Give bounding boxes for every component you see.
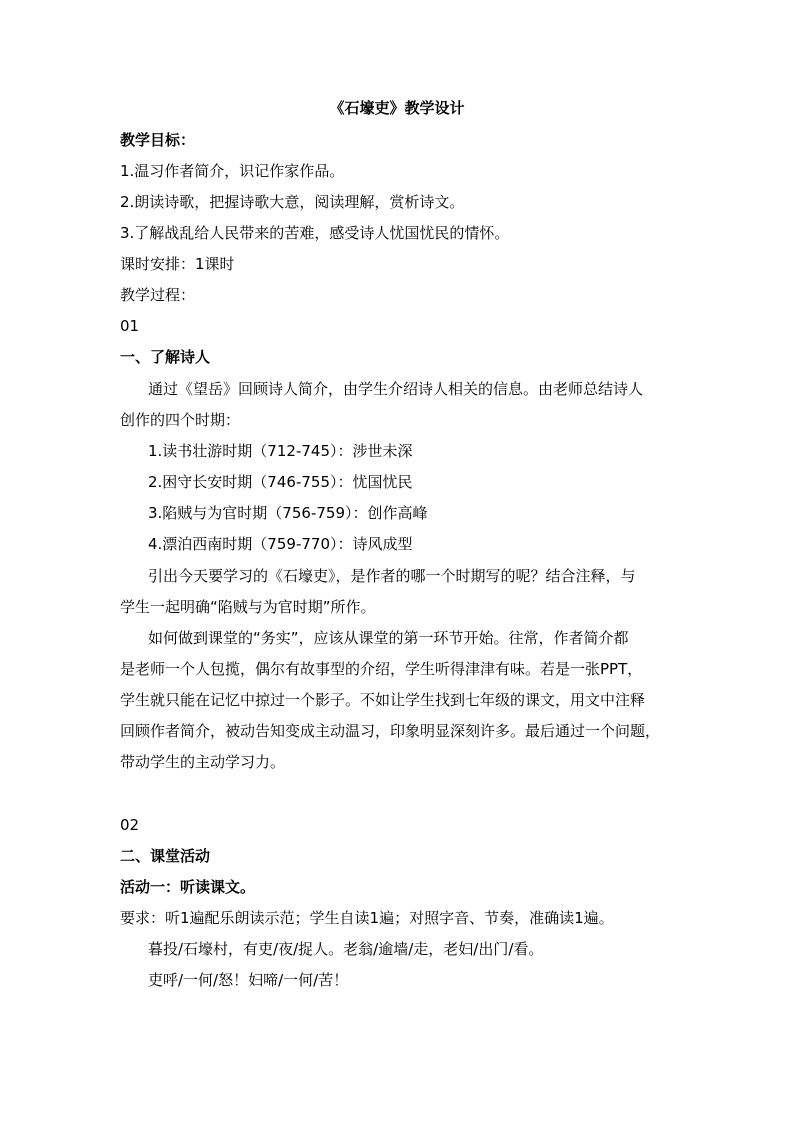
objective-item: 2.朗读诗歌，把握诗歌大意，阅读理解，赏析诗文。 (120, 193, 465, 211)
schedule-text: 课时安排：1课时 (120, 255, 235, 273)
paragraph-line: 通过《望岳》回顾诗人简介，由学生介绍诗人相关的信息。由老师总结诗人 (148, 380, 644, 398)
paragraph-line: 带动学生的主动学习力。 (120, 753, 286, 771)
paragraph-line: 创作的四个时期： (120, 411, 241, 429)
process-heading: 教学过程： (120, 286, 196, 304)
requirement-text: 要求：听1遍配乐朗读示范；学生自读1遍；对照字音、节奏，准确读1遍。 (120, 909, 614, 927)
period-item: 2.困守长安时期（746-755）：忧国忧民 (148, 473, 413, 491)
period-item: 3.陷贼与为官时期（756-759）：创作高峰 (148, 504, 428, 522)
document-title: 《石壕吏》教学设计 (329, 99, 465, 117)
paragraph-line: 如何做到课堂的“务实”，应该从课堂的第一环节开始。往常，作者简介都 (148, 629, 629, 647)
section-heading: 一、了解诗人 (120, 348, 211, 366)
period-item: 1.读书壮游时期（712-745）：涉世未深 (148, 442, 413, 460)
paragraph-line: 学生就只能在记忆中掠过一个影子。不如让学生找到七年级的课文，用文中注释 (120, 691, 646, 709)
verse-line: 暮投/石壕村，有吏/夜/捉人。老翁/逾墙/走，老妇/出门/看。 (148, 940, 544, 958)
section-number: 01 (120, 317, 140, 335)
objective-item: 3.了解战乱给人民带来的苦难，感受诗人忧国忧民的情怀。 (120, 224, 510, 242)
section-heading: 二、课堂活动 (120, 847, 211, 865)
period-item: 4.漂泊西南时期（759-770）：诗风成型 (148, 535, 413, 553)
objective-item: 1.温习作者简介，识记作家作品。 (120, 162, 345, 180)
verse-line: 吏呼/一何/怒！妇啼/一何/苦！ (148, 971, 349, 989)
paragraph-line: 引出今天要学习的《石壕吏》，是作者的哪一个时期写的呢？结合注释，与 (148, 567, 636, 585)
activity-heading: 活动一：听读课文。 (120, 878, 256, 896)
paragraph-line: 学生一起明确“陷贼与为官时期”所作。 (120, 598, 376, 616)
paragraph-line: 是老师一个人包揽，偶尔有故事型的介绍，学生听得津津有味。若是一张PPT， (120, 660, 643, 678)
objectives-heading: 教学目标： (120, 131, 196, 149)
section-number: 02 (120, 816, 140, 834)
paragraph-line: 回顾作者简介，被动告知变成主动温习，印象明显深刻许多。最后通过一个问题， (120, 722, 661, 740)
